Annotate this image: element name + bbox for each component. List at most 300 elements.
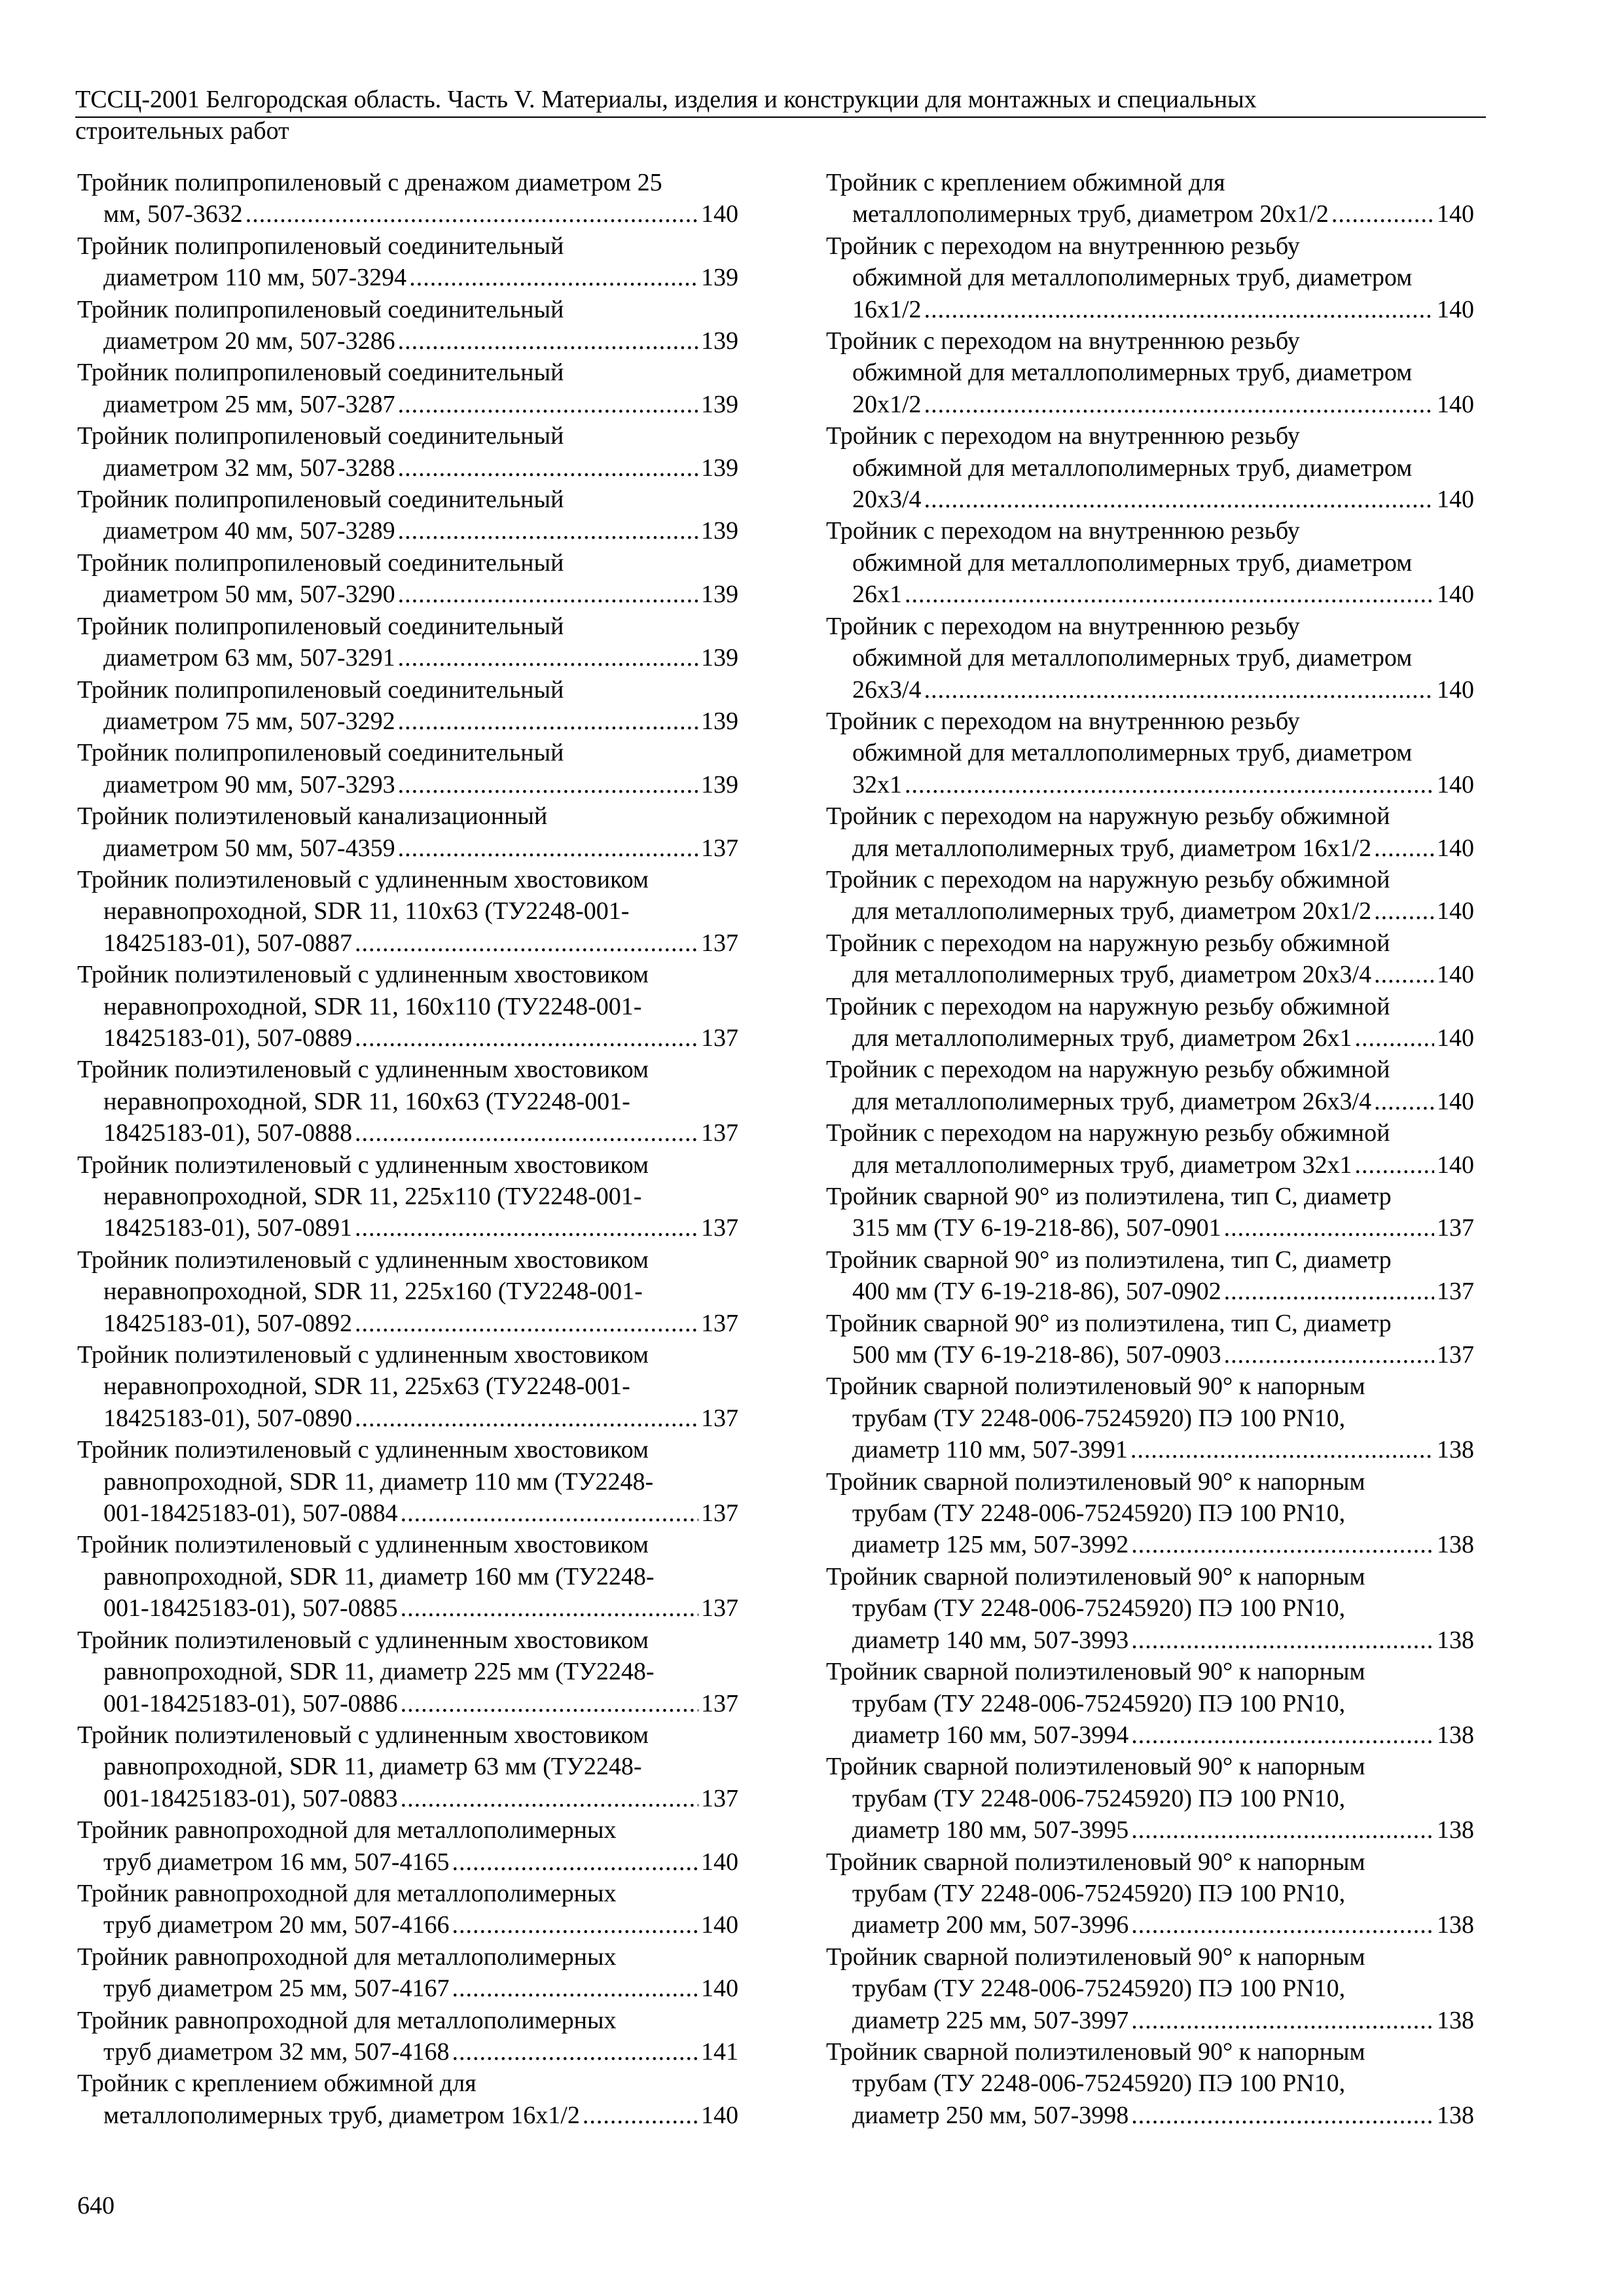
index-entry-text: Тройник сварной полиэтиленовый 90° к напорным — [826, 1753, 1365, 1781]
dot-leader — [452, 1973, 699, 2004]
index-entry-text: Тройник полипропиленовый соединительный — [77, 232, 564, 260]
index-entry-text: 400 мм (ТУ 6-19-218-86), 507-0902 — [852, 1278, 1221, 1306]
index-entry-text: обжимной для металлополимерных труб, диаметром — [852, 739, 1413, 767]
index-entry-text: Тройник с переходом на наружную резьбу обжимной — [826, 1119, 1390, 1147]
dot-leader — [398, 325, 698, 357]
index-entry-text: Тройник сварной полиэтиленовый 90° к напорным — [826, 1372, 1365, 1401]
index-entry-text: Тройник полиэтиленовый канализационный — [77, 802, 548, 831]
index-entry-text: диаметром 32 мм, 507-3288 — [103, 454, 395, 482]
index-entry — [77, 547, 738, 611]
index-entry-page: 139 — [701, 644, 738, 672]
index-entry-page: 139 — [701, 454, 738, 482]
index-entry-last-line — [826, 1909, 1474, 1941]
dot-leader — [355, 1403, 698, 1434]
dot-leader — [452, 1909, 699, 1941]
index-entry — [826, 1466, 1474, 1561]
index-entry-text: 18425183-01), 507-0892 — [103, 1309, 352, 1337]
index-entry-text: Тройник с переходом на внутреннюю резьбу — [826, 327, 1300, 355]
dot-leader — [1374, 833, 1434, 864]
index-entry-text: Тройник полиэтиленовый с удлиненным хвостовиком — [77, 1721, 649, 1749]
index-entry-text: 20х1/2 — [852, 390, 922, 418]
index-entry — [77, 420, 738, 484]
index-entry-last-line — [826, 1814, 1474, 1846]
index-entry-text: Тройник равнопроходной для металлополимерных — [77, 1816, 617, 1844]
index-entry-last-line — [826, 1212, 1474, 1244]
index-entry-text: 20х3/4 — [852, 486, 922, 514]
dot-leader — [1131, 1529, 1434, 1560]
index-entry — [826, 325, 1474, 420]
index-entry-text: Тройник с переходом на наружную резьбу обжимной — [826, 1056, 1390, 1084]
dot-leader — [398, 452, 698, 484]
index-entry-text: 500 мм (ТУ 6-19-218-86), 507-0903 — [852, 1341, 1221, 1369]
index-entry-text: диаметром 20 мм, 507-3286 — [103, 327, 395, 355]
index-entry — [826, 800, 1474, 864]
dot-leader — [1131, 1814, 1434, 1846]
dot-leader — [355, 1117, 698, 1149]
index-entry-text: трубам (ТУ 2248-006-75245920) ПЭ 100 PN10, — [852, 1499, 1346, 1528]
index-entry — [77, 357, 738, 420]
index-entry-page: 139 — [701, 517, 738, 545]
index-entry-text: Тройник полипропиленовый соединительный — [77, 739, 564, 767]
index-entry-page: 140 — [1437, 200, 1474, 228]
index-entry — [826, 864, 1474, 927]
index-entry-last-line — [77, 515, 738, 547]
index-entry-text: диаметр 140 мм, 507-3993 — [852, 1626, 1129, 1654]
index-entry-page: 138 — [1437, 2101, 1474, 2129]
dot-leader — [924, 674, 1434, 706]
index-entry-page: 138 — [1437, 1626, 1474, 1654]
index-entry-page: 140 — [701, 1911, 738, 1939]
index-entry-page: 137 — [701, 1689, 738, 1717]
index-entry-last-line — [826, 2100, 1474, 2131]
index-entry-page: 137 — [701, 1499, 738, 1528]
index-entry — [826, 1308, 1474, 1371]
index-entry-text: Тройник полиэтиленовый с удлиненным хвостовиком — [77, 1626, 649, 1654]
index-entry-page: 138 — [1437, 1531, 1474, 1559]
index-entry-text: Тройник сварной 90° из полиэтилена, тип С, диаметр — [826, 1183, 1392, 1210]
index-entry-last-line — [77, 927, 738, 959]
index-entry-last-line — [77, 1783, 738, 1814]
index-column-left — [77, 167, 738, 2131]
index-entry-text: Тройник полиэтиленовый с удлиненным хвостовиком — [77, 1531, 649, 1559]
index-entry-page: 140 — [1437, 897, 1474, 925]
index-entry — [826, 1941, 1474, 2036]
index-entry — [826, 1371, 1474, 1465]
index-entry-text: неравнопроходной, SDR 11, 225х110 (ТУ2248-001- — [103, 1183, 642, 1210]
index-entry-text: трубам (ТУ 2248-006-75245920) ПЭ 100 PN10, — [852, 1784, 1346, 1812]
index-entry-text: Тройник полипропиленовый соединительный — [77, 359, 564, 387]
index-entry — [77, 484, 738, 547]
index-entry-text: 001-18425183-01), 507-0886 — [103, 1689, 398, 1717]
index-entry-text: диаметр 250 мм, 507-3998 — [852, 2101, 1129, 2129]
dot-leader — [398, 389, 698, 420]
index-entry-page: 140 — [701, 2101, 738, 2129]
index-entry-page: 137 — [701, 1119, 738, 1147]
index-entry — [826, 927, 1474, 991]
index-entry-text: трубам (ТУ 2248-006-75245920) ПЭ 100 PN10, — [852, 1404, 1346, 1432]
index-entry — [826, 2036, 1474, 2131]
index-entry-text: обжимной для металлополимерных труб, диаметром — [852, 264, 1413, 292]
index-entry-last-line — [77, 1308, 738, 1339]
index-entry — [826, 1561, 1474, 1656]
index-entry-page: 137 — [701, 1404, 738, 1432]
index-entry-page: 139 — [701, 707, 738, 735]
index-entry-last-line — [826, 1022, 1474, 1054]
index-entry-text: Тройник с переходом на внутреннюю резьбу — [826, 232, 1300, 260]
index-entry-page: 141 — [701, 2037, 738, 2066]
index-entry-text: 18425183-01), 507-0890 — [103, 1404, 352, 1432]
index-entry-page: 137 — [701, 1784, 738, 1812]
index-entry-text: Тройник полипропиленовый соединительный — [77, 422, 564, 450]
index-entry-last-line — [826, 389, 1474, 420]
index-entry — [826, 1117, 1474, 1181]
index-entry-text: Тройник с креплением обжимной для — [826, 169, 1225, 196]
index-entry-text: диаметром 63 мм, 507-3291 — [103, 644, 395, 672]
index-entry — [77, 864, 738, 959]
index-entry-last-line — [826, 895, 1474, 927]
dot-leader — [398, 642, 698, 673]
index-entry-text: труб диаметром 16 мм, 507-4165 — [103, 1848, 450, 1876]
index-entry — [77, 167, 738, 230]
index-entry-text: диаметр 125 мм, 507-3992 — [852, 1531, 1129, 1559]
index-entry-text: Тройник полиэтиленовый с удлиненным хвостовиком — [77, 865, 649, 893]
dot-leader — [401, 1498, 698, 1529]
dot-leader — [355, 927, 698, 959]
index-entry-text: Тройник с переходом на наружную резьбу обжимной — [826, 802, 1390, 831]
index-entry-last-line — [77, 1212, 738, 1244]
index-entry-page: 137 — [701, 1214, 738, 1242]
index-entry-last-line — [826, 1719, 1474, 1751]
index-entry-page: 139 — [701, 264, 738, 292]
index-entry-last-line — [77, 769, 738, 800]
index-entry-page: 137 — [1437, 1341, 1474, 1369]
dot-leader — [924, 389, 1434, 420]
index-entry — [826, 420, 1474, 515]
index-entry-text: для металлополимерных труб, диаметром 26х3/4 — [852, 1087, 1372, 1115]
index-entry-text: для металлополимерных труб, диаметром 26х1 — [852, 1024, 1352, 1052]
index-entry-text: Тройник полиэтиленовый с удлиненным хвостовиком — [77, 1151, 649, 1179]
index-entry-text: Тройник с переходом на наружную резьбу обжимной — [826, 992, 1390, 1020]
index-entry-text: Тройник равнопроходной для металлополимерных — [77, 2006, 617, 2034]
index-entry-page: 137 — [1437, 1278, 1474, 1306]
index-entry — [77, 1529, 738, 1624]
dot-leader — [409, 262, 698, 293]
index-entry-page: 140 — [1437, 486, 1474, 514]
index-entry-text: неравнопроходной, SDR 11, 110х63 (ТУ2248-001- — [103, 897, 630, 925]
index-entry-text: диаметром 90 мм, 507-3293 — [103, 770, 395, 798]
index-entry-page: 139 — [701, 581, 738, 609]
index-entry — [77, 800, 738, 864]
index-entry-page: 140 — [701, 1975, 738, 2003]
index-entry-text: Тройник полиэтиленовый с удлиненным хвостовиком — [77, 961, 649, 989]
index-entry-text: равнопроходной, SDR 11, диаметр 225 мм (ТУ2248- — [103, 1658, 655, 1686]
index-column-right — [826, 167, 1474, 2131]
index-entry — [826, 167, 1474, 230]
index-entry-text: Тройник сварной полиэтиленовый 90° к напорным — [826, 1943, 1365, 1971]
index-entry — [826, 1751, 1474, 1846]
index-entry-last-line — [826, 1624, 1474, 1656]
index-entry-page: 138 — [1437, 1721, 1474, 1749]
index-entry-text: труб диаметром 32 мм, 507-4168 — [103, 2037, 450, 2066]
header-title-line-2: строительных работ — [75, 117, 289, 145]
index-entry-text: 18425183-01), 507-0889 — [103, 1024, 352, 1052]
dot-leader — [398, 515, 698, 547]
index-entry-page: 140 — [1437, 581, 1474, 609]
index-entry-text: 001-18425183-01), 507-0885 — [103, 1594, 398, 1623]
index-entry-text: 18425183-01), 507-0887 — [103, 929, 352, 957]
index-entry — [77, 2005, 738, 2068]
index-entry-text: 26х1 — [852, 581, 902, 609]
dot-leader — [1374, 959, 1434, 990]
index-entry-text: равнопроходной, SDR 11, диаметр 160 мм (ТУ2248- — [103, 1562, 655, 1590]
index-entry-text: 001-18425183-01), 507-0884 — [103, 1499, 398, 1528]
dot-leader — [1131, 1624, 1434, 1656]
index-entry-text: диаметр 225 мм, 507-3997 — [852, 2006, 1129, 2034]
dot-leader — [1224, 1212, 1434, 1244]
index-entry-text: неравнопроходной, SDR 11, 225х63 (ТУ2248-001- — [103, 1372, 630, 1401]
index-entry-text: Тройник сварной 90° из полиэтилена, тип С, диаметр — [826, 1246, 1392, 1274]
index-entry — [77, 1244, 738, 1339]
index-entry-text: Тройник с переходом на наружную резьбу обжимной — [826, 865, 1390, 893]
index-entry-text: Тройник полипропиленовый соединительный — [77, 675, 564, 704]
index-entry-last-line — [77, 706, 738, 737]
index-entry-last-line — [826, 1086, 1474, 1117]
index-entry-text: 26х3/4 — [852, 675, 922, 704]
index-entry-text: Тройник равнопроходной для металлополимерных — [77, 1943, 617, 1971]
index-entry-text: 18425183-01), 507-0891 — [103, 1214, 352, 1242]
index-entry — [826, 1656, 1474, 1751]
dot-leader — [401, 1783, 698, 1814]
index-entry-text: трубам (ТУ 2248-006-75245920) ПЭ 100 PN10, — [852, 1879, 1346, 1907]
index-entry — [77, 611, 738, 674]
index-entry-text: Тройник полиэтиленовый с удлиненным хвостовиком — [77, 1341, 649, 1369]
index-entry — [826, 1244, 1474, 1308]
index-entry-page: 139 — [701, 390, 738, 418]
dot-leader — [924, 294, 1434, 325]
index-entry-text: Тройник полиэтиленовый с удлиненным хвостовиком — [77, 1056, 649, 1084]
index-entry-text: обжимной для металлополимерных труб, диаметром — [852, 644, 1413, 672]
index-entry-text: металлополимерных труб, диаметром 16х1/2 — [103, 2101, 580, 2129]
dot-leader — [1131, 2005, 1434, 2036]
index-entry-text: неравнопроходной, SDR 11, 160х63 (ТУ2248-001- — [103, 1087, 630, 1115]
index-entry-last-line — [77, 579, 738, 610]
index-entry-last-line — [826, 2005, 1474, 2036]
index-entry-text: трубам (ТУ 2248-006-75245920) ПЭ 100 PN10, — [852, 1975, 1346, 2003]
index-entry-text: 16х1/2 — [852, 295, 922, 323]
dot-leader — [1355, 1149, 1434, 1181]
index-entry-text: диаметром 110 мм, 507-3294 — [103, 264, 407, 292]
dot-leader — [1374, 1086, 1434, 1117]
index-entry-last-line — [77, 389, 738, 420]
index-entry-page: 140 — [1437, 675, 1474, 704]
index-entry-text: Тройник с переходом на наружную резьбу обжимной — [826, 929, 1390, 957]
index-entry-last-line — [826, 198, 1474, 230]
index-entry-text: Тройник сварной полиэтиленовый 90° к напорным — [826, 1467, 1365, 1496]
index-entry-text: Тройник сварной полиэтиленовый 90° к напорным — [826, 1658, 1365, 1686]
dot-leader — [452, 1846, 699, 1878]
index-entry-text: Тройник с переходом на внутреннюю резьбу — [826, 612, 1300, 640]
index-entry-last-line — [826, 674, 1474, 706]
index-entry-text: равнопроходной, SDR 11, диаметр 110 мм (ТУ2248- — [103, 1467, 654, 1496]
index-entry-text: 32х1 — [852, 770, 902, 798]
index-entry-page: 139 — [701, 770, 738, 798]
index-entry-text: труб диаметром 25 мм, 507-4167 — [103, 1975, 450, 2003]
dot-leader — [245, 198, 698, 230]
index-entry-text: диаметром 50 мм, 507-3290 — [103, 581, 395, 609]
index-entry-last-line — [77, 1909, 738, 1941]
index-entry-page: 137 — [701, 1594, 738, 1623]
dot-leader — [398, 706, 698, 737]
index-entry-last-line — [77, 452, 738, 484]
index-entry-last-line — [826, 579, 1474, 610]
dot-leader — [355, 1308, 698, 1339]
index-entry-last-line — [77, 262, 738, 293]
index-entry — [826, 515, 1474, 610]
index-entry — [77, 1814, 738, 1878]
index-entry-text: Тройник полиэтиленовый с удлиненным хвостовиком — [77, 1246, 649, 1274]
index-entry — [826, 1054, 1474, 1117]
dot-leader — [398, 579, 698, 610]
index-entry — [77, 1149, 738, 1244]
index-entry-last-line — [77, 325, 738, 357]
index-entry-page: 137 — [701, 1309, 738, 1337]
index-entry-last-line — [77, 2100, 738, 2131]
index-entry-text: Тройник полипропиленовый соединительный — [77, 486, 564, 514]
dot-leader — [905, 579, 1434, 610]
index-entry-last-line — [77, 833, 738, 864]
index-entry-last-line — [826, 833, 1474, 864]
index-entry-text: Тройник полипропиленовый соединительный — [77, 612, 564, 640]
index-entry-last-line — [77, 1117, 738, 1149]
index-entry-last-line — [77, 1403, 738, 1434]
dot-leader — [398, 769, 698, 800]
index-entry — [826, 611, 1474, 706]
index-entry-text: диаметр 200 мм, 507-3996 — [852, 1911, 1129, 1939]
dot-leader — [401, 1592, 698, 1624]
index-entry-text: Тройник с переходом на внутреннюю резьбу — [826, 707, 1300, 735]
index-entry-page: 137 — [701, 1024, 738, 1052]
index-entry-text: 001-18425183-01), 507-0883 — [103, 1784, 398, 1812]
index-entry-last-line — [77, 1022, 738, 1054]
dot-leader — [452, 2036, 699, 2068]
dot-leader — [398, 833, 698, 864]
index-entry-text: Тройник сварной полиэтиленовый 90° к напорным — [826, 2037, 1365, 2066]
index-entry — [826, 230, 1474, 325]
index-entry-page: 140 — [701, 200, 738, 228]
index-entry — [77, 1434, 738, 1529]
index-entry — [77, 230, 738, 294]
index-entry-text: мм, 507-3632 — [103, 200, 243, 228]
index-entry-last-line — [826, 1149, 1474, 1181]
index-entry — [826, 991, 1474, 1054]
index-entry-last-line — [77, 1498, 738, 1529]
index-entry — [77, 2068, 738, 2131]
dot-leader — [355, 1212, 698, 1244]
index-entry-last-line — [77, 1973, 738, 2004]
header-title-line-1: ТССЦ-2001 Белгородская область. Часть V. Материалы, изделия и конструкции для монтажных и специальных — [75, 86, 1257, 113]
index-entry-text: труб диаметром 20 мм, 507-4166 — [103, 1911, 450, 1939]
page-number: 640 — [77, 2192, 115, 2219]
index-entry-last-line — [826, 1529, 1474, 1560]
index-entry-last-line — [77, 642, 738, 673]
index-entry-text: для металлополимерных труб, диаметром 20х1/2 — [852, 897, 1372, 925]
index-entry-text: трубам (ТУ 2248-006-75245920) ПЭ 100 PN10, — [852, 1689, 1346, 1717]
index-entry-text: для металлополимерных труб, диаметром 16х1/2 — [852, 834, 1372, 862]
index-entry-page: 140 — [1437, 390, 1474, 418]
index-entry-page: 140 — [1437, 295, 1474, 323]
dot-leader — [905, 769, 1434, 800]
dot-leader — [355, 1022, 698, 1054]
index-entry-text: диаметром 75 мм, 507-3292 — [103, 707, 395, 735]
index-entry-last-line — [826, 294, 1474, 325]
index-entry-page: 138 — [1437, 2006, 1474, 2034]
index-entry-last-line — [826, 484, 1474, 515]
index-entry-page: 140 — [1437, 1151, 1474, 1179]
index-entry-text: Тройник сварной полиэтиленовый 90° к напорным — [826, 1562, 1365, 1590]
index-entry-text: обжимной для металлополимерных труб, диаметром — [852, 454, 1413, 482]
dot-leader — [1131, 2100, 1434, 2131]
index-entry-text: Тройник с переходом на внутреннюю резьбу — [826, 422, 1300, 450]
index-entry-text: для металлополимерных труб, диаметром 20х3/4 — [852, 961, 1372, 989]
index-entry-text: 18425183-01), 507-0888 — [103, 1119, 352, 1147]
dot-leader — [1355, 1022, 1434, 1054]
index-entry-text: трубам (ТУ 2248-006-75245920) ПЭ 100 PN10, — [852, 2070, 1346, 2098]
index-entry — [77, 737, 738, 800]
index-entry-text: диаметр 180 мм, 507-3995 — [852, 1816, 1129, 1844]
dot-leader — [1331, 198, 1434, 230]
index-entry-page: 140 — [1437, 834, 1474, 862]
index-entry-text: диаметр 110 мм, 507-3991 — [852, 1436, 1128, 1464]
index-entry-last-line — [826, 1434, 1474, 1465]
index-entry-text: металлополимерных труб, диаметром 20х1/2 — [852, 200, 1329, 228]
index-entry-last-line — [826, 959, 1474, 990]
index-entry-page: 137 — [701, 929, 738, 957]
index-entry-last-line — [77, 1846, 738, 1878]
index-entry-last-line — [77, 2036, 738, 2068]
index-entry-last-line — [77, 1688, 738, 1719]
index-entry-text: диаметр 160 мм, 507-3994 — [852, 1721, 1129, 1749]
index-entry — [77, 1719, 738, 1814]
index-entry-text: неравнопроходной, SDR 11, 225х160 (ТУ2248-001- — [103, 1278, 643, 1306]
index-entry — [77, 959, 738, 1054]
index-entry — [77, 1941, 738, 2005]
index-entry — [826, 706, 1474, 800]
index-entry — [77, 674, 738, 738]
index-entry-page: 140 — [701, 1848, 738, 1876]
index-entry-text: Тройник полипропиленовый соединительный — [77, 548, 564, 577]
index-entry-text: трубам (ТУ 2248-006-75245920) ПЭ 100 PN10, — [852, 1594, 1346, 1623]
index-entry-text: Тройник с креплением обжимной для — [77, 2070, 477, 2098]
index-entry-text: Тройник сварной 90° из полиэтилена, тип С, диаметр — [826, 1309, 1392, 1337]
dot-leader — [1130, 1434, 1434, 1465]
dot-leader — [401, 1688, 698, 1719]
index-entry-text: Тройник полипропиленовый соединительный — [77, 295, 564, 323]
index-entry-page: 140 — [1437, 961, 1474, 989]
header-rule — [75, 117, 1486, 118]
index-entry — [826, 1181, 1474, 1244]
index-entry — [77, 1878, 738, 1941]
index-entry-page: 137 — [1437, 1214, 1474, 1242]
index-entry-text: диаметром 50 мм, 507-4359 — [103, 834, 395, 862]
index-entry-text: Тройник равнопроходной для металлополимерных — [77, 1879, 617, 1907]
index-entry-page: 137 — [701, 834, 738, 862]
index-entry-text: диаметром 40 мм, 507-3289 — [103, 517, 395, 545]
index-entry-page: 140 — [1437, 770, 1474, 798]
index-entry-text: Тройник полипропиленовый с дренажом диаметром 25 — [77, 169, 662, 196]
index-entry — [826, 1846, 1474, 1941]
index-entry-last-line — [826, 1339, 1474, 1371]
index-entry-page: 138 — [1437, 1911, 1474, 1939]
